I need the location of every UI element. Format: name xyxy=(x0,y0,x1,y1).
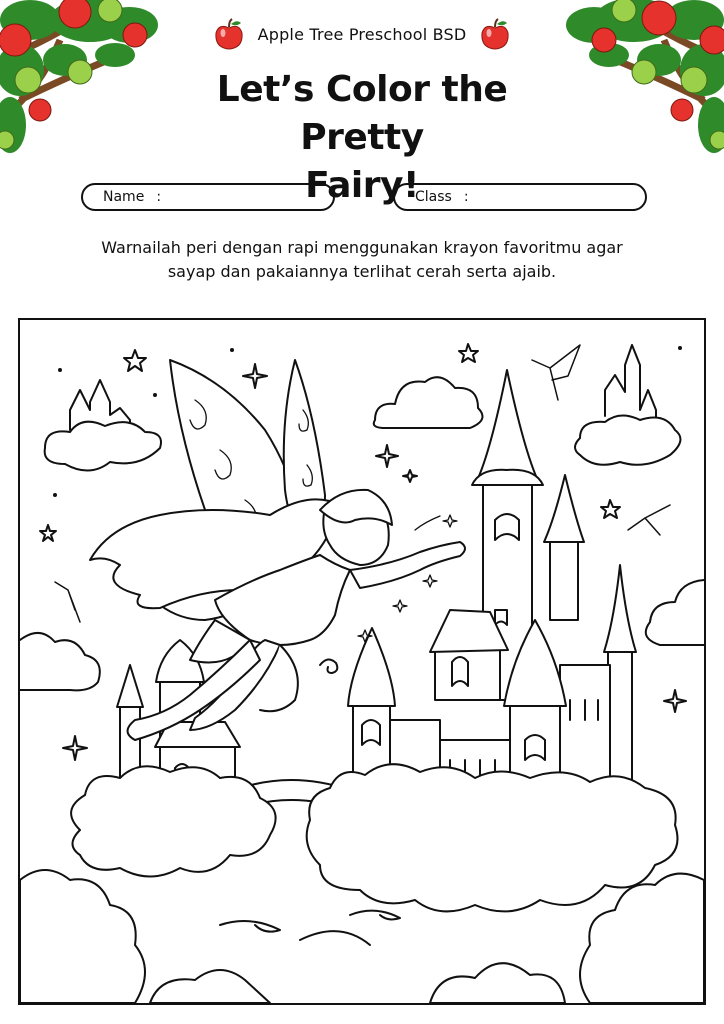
name-label: Name xyxy=(103,189,145,205)
class-separator: : xyxy=(463,189,469,205)
title-line-1: Let’s Color the Pretty xyxy=(216,69,508,158)
class-label: Class xyxy=(415,189,452,205)
title-line-2: Fairy! xyxy=(305,165,419,206)
instruction-line-2: sayap dan pakaiannya terlihat cerah serta ajaib. xyxy=(167,262,557,281)
class-field[interactable] xyxy=(393,183,647,211)
fairy-illustration xyxy=(20,320,704,1003)
name-field[interactable] xyxy=(81,183,335,211)
instruction-line-1: Warnailah peri dengan rapi menggunakan krayon favoritmu agar xyxy=(101,238,623,257)
school-header xyxy=(0,18,724,50)
apple-icon xyxy=(214,18,244,50)
school-name: Apple Tree Preschool BSD xyxy=(257,24,467,44)
name-separator: : xyxy=(156,189,162,205)
instruction-text xyxy=(62,236,662,284)
apple-icon xyxy=(480,18,510,50)
coloring-frame xyxy=(18,318,706,1005)
